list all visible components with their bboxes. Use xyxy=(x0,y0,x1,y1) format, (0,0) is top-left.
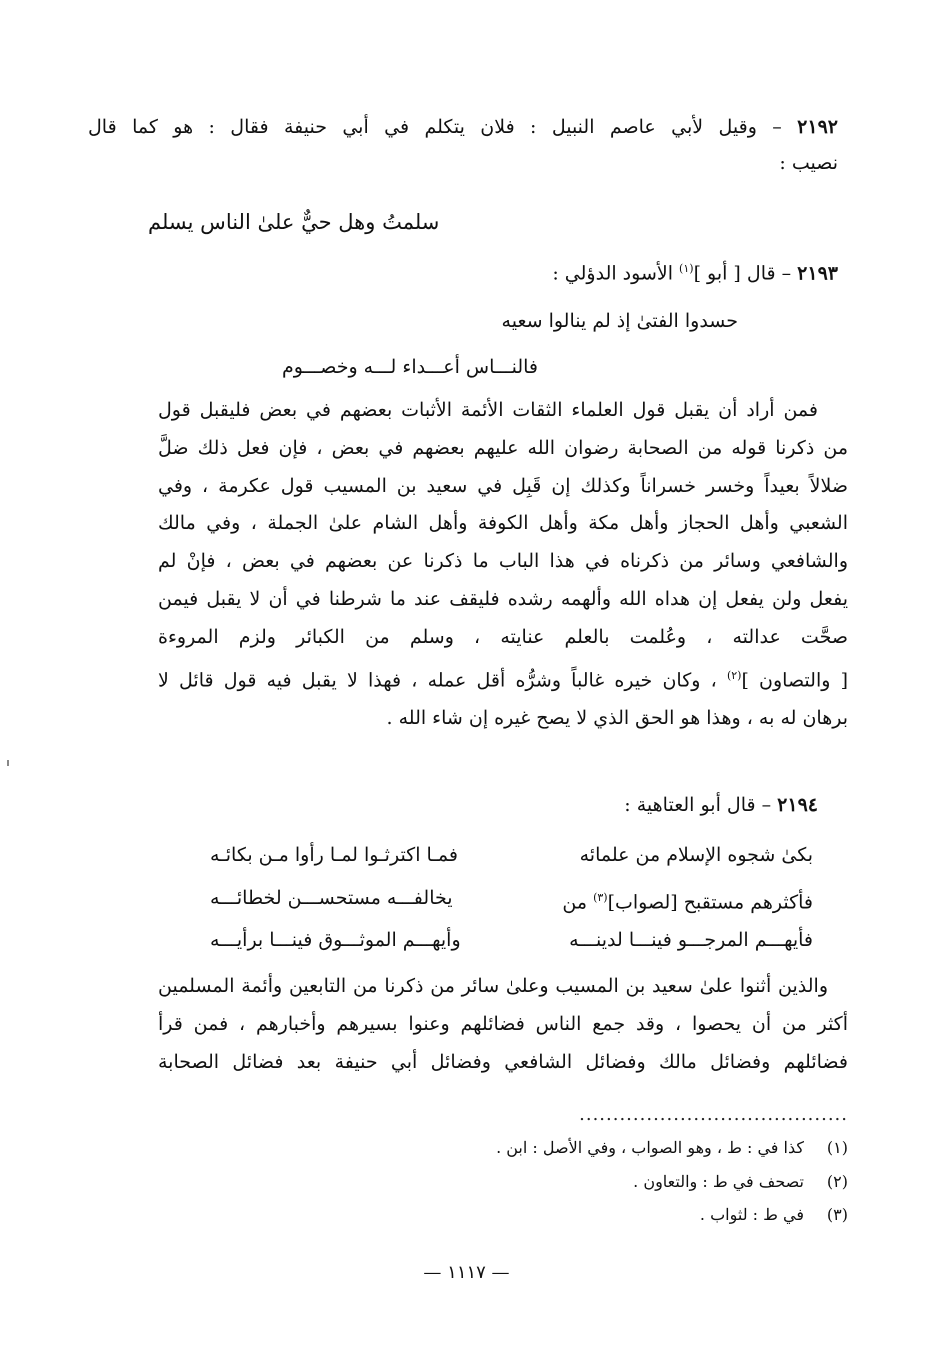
verse-3-left xyxy=(210,925,461,955)
entry-number: ٢١٩٢ xyxy=(797,116,838,138)
entry-text: نصيب : xyxy=(779,152,838,174)
verse-text: سلمتُ وهل حيٌّ علىٰ الناس يسلم xyxy=(148,210,440,234)
entry-number: ٢١٩٣ xyxy=(797,262,838,285)
prose-line: والذين أثنوا علىٰ سعيد بن المسيب وعلىٰ سائر من ذكرنا من التابعين وأئمة المسلمين xyxy=(158,975,828,997)
verse-text: بكىٰ شجوه الإسلام من علمائه xyxy=(579,844,813,866)
prose-line: فضائلهم وفضائل مالك وفضائل الشافعي وفضائل أبي حنيفة بعد فضائل الصحابة xyxy=(158,1050,848,1073)
prose-line-with-note xyxy=(158,657,848,700)
page-number: — ١١١٧ — xyxy=(423,1262,510,1283)
prose-line: أكثر من أن يحصوا ، وقد جمع الناس فضائلهم وعنوا بسيرهم وأخبارهم ، فمن قرأ xyxy=(158,1012,848,1035)
prose-line: من ذكرنا قوله من الصحابة رضوان الله عليهم بعضهم في بعض ، فإن فعل ذلك ضلَّ xyxy=(158,436,848,459)
verse-text: فأكثرهم مستقبح [لصواب] xyxy=(607,891,813,914)
poem-verse-right-blank xyxy=(725,207,838,237)
entry-number: ٢١٩٤ xyxy=(777,794,818,816)
verse-1-right xyxy=(580,840,813,870)
entry-2192-line-2 xyxy=(779,148,838,178)
prose-paragraph-1 xyxy=(158,392,848,738)
verse-text: فالنـــاس أعـــداء لـــه وخصـــوم xyxy=(281,356,538,378)
footnote-2 xyxy=(633,1170,848,1194)
entry-text: قال أبو العتاهية : xyxy=(624,794,756,816)
poem-verse-1 xyxy=(502,306,738,336)
entry-dash: – xyxy=(781,262,792,285)
prose-line: يفعل ولن يفعل إن هداه الله وألهمه رشده فليقف عند ما شرطنا في أن لا يقبل فيمن xyxy=(158,587,848,610)
footnote-1 xyxy=(496,1136,848,1160)
verse-3-right xyxy=(569,925,813,955)
prose-fragment: ، وكان خيره غالباً وشرُّه أقل عمله ، فهذا لا يقبل فيه قول قائل لا xyxy=(158,668,717,691)
entry-2192-line-1 xyxy=(88,112,838,142)
footnote-number: (٢) xyxy=(826,1172,848,1191)
prose-line: الشعبي وأهل الحجاز وأهل مكة وأهل الكوفة وأهل الشام علىٰ الجملة ، وفي مالك xyxy=(158,512,848,535)
separator-dots: ........................................ xyxy=(579,1104,848,1125)
poem-verse-2 xyxy=(282,352,538,382)
prose-line: برهان له به ، وهذا هو الحق الذي لا يصح غيره إن شاء الله . xyxy=(386,706,848,729)
poem-verse-left xyxy=(148,207,439,237)
verse-text: فأيهـــم المرجـــو فينـــا لدينـــه xyxy=(569,929,813,951)
footnote-separator xyxy=(568,1104,848,1125)
verse-text: فمـا اكترثـوا لمـا رأوا مـن بكائـه xyxy=(210,844,458,866)
entry-dash: – xyxy=(761,794,772,816)
footnote-number: (٣) xyxy=(826,1205,848,1224)
scan-mark xyxy=(7,760,9,766)
prose-fragment: [ والتصاون ] xyxy=(741,668,848,691)
prose-line: صحَّت عدالته ، وعُلمت بالعلم عنايته ، وسلم من الكبائر ولزم المروءة xyxy=(158,625,848,648)
prose-line: فمن أراد أن يقبل قول العلماء الثقات الأئمة الأثبات بعضهم في بعض فليقبل قول xyxy=(158,399,818,421)
verse-text: من xyxy=(562,891,588,914)
footnote-ref: (١) xyxy=(679,262,694,275)
verse-text: يخالفـــه مستحســـن لخطائـــه xyxy=(210,887,453,909)
footnote-ref: (٣) xyxy=(593,891,608,904)
footnote-3 xyxy=(700,1203,848,1227)
entry-text: قال [ أبو ] xyxy=(693,262,776,285)
verse-2-left xyxy=(210,883,453,913)
footnote-text: في ط : لثواب . xyxy=(699,1205,804,1224)
footnote-number: (١) xyxy=(826,1138,848,1157)
footnote-text: تصحف في ط : والتعاون . xyxy=(633,1172,804,1191)
prose-paragraph-2 xyxy=(158,968,848,1081)
verse-text: حسدوا الفتىٰ إذ لم ينالوا سعيه xyxy=(501,310,738,332)
verse-1-left xyxy=(210,840,458,870)
entry-text: الأسود الدؤلي : xyxy=(552,262,673,285)
entry-dash: – xyxy=(772,116,782,138)
entry-2194-intro xyxy=(624,790,818,820)
verse-2-right xyxy=(562,883,813,917)
verse-text: وأيهـــم الموثـــوق فينـــا برأيـــه xyxy=(210,929,461,951)
footnote-text: كذا في : ط ، وهو الصواب ، وفي الأصل : ابن . xyxy=(496,1138,804,1157)
entry-2193-intro xyxy=(552,254,838,288)
prose-line: والشافعي وسائر من ذكرناه في هذا الباب ما ذكرنا عن بعضهم في بعض ، فإنْ لم xyxy=(158,550,848,573)
footnote-ref: (٢) xyxy=(726,668,742,682)
entry-text: وقيل لأبي عاصم النبيل : فلان يتكلم في أبي حنيفة فقال : هو كما قال xyxy=(88,116,757,138)
prose-line: ضلالاً بعيداً وخسر خسراناً وكذلك إن قَبِل في سعيد بن المسيب قول عكرمة ، وفي xyxy=(158,474,848,497)
